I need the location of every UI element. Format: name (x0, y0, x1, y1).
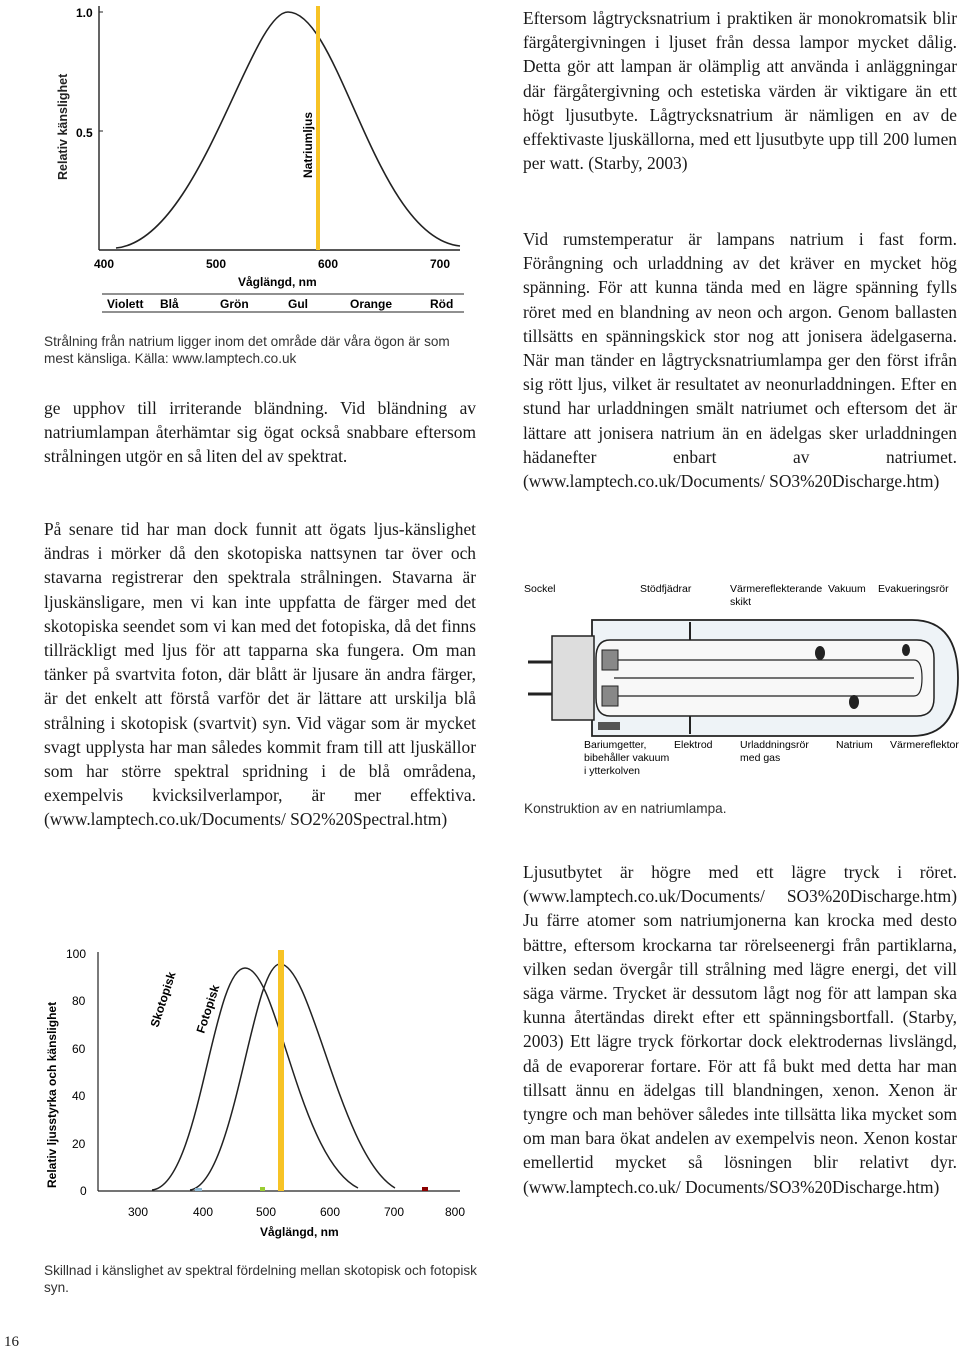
spectral-line (195, 1188, 202, 1191)
color-name: Röd (430, 297, 454, 311)
body-paragraph: Vid rumstemperatur är lampans natrium i fast form. Förångning och urladdning av det kräver en mycket hög spänning. För att kunna tända med en lägre spänning fylls röret med en blandning av neon och argon. Genom ballasten tillsätts en spänningskick stor nog att jonisera ädelgaserna. När man tänder en lågtrycksnatriumlampa ger den först ifrån sig rött ljus, vilket är resultatet av neonurladdningen. Efter en stund har urladdningen smält natriumet och eftersom det är lättare att jonisera natrium än en ädelgas sker urladdningen hädanefter enbart av natriumet.(www.lamptech.co.uk/Documents/ SO3%20Discharge.htm) (523, 229, 957, 492)
electrode (602, 686, 618, 706)
x-tick-label: 600 (318, 257, 339, 271)
y-tick-label: 100 (66, 947, 87, 961)
diagram-label: Vakuum (828, 583, 866, 595)
y-tick-label: 60 (72, 1042, 86, 1056)
color-name: Orange (350, 297, 393, 311)
sodium-drop (849, 695, 859, 709)
page-number: 16 (4, 1334, 19, 1350)
y-tick-label: 0.5 (76, 126, 93, 140)
y-axis-label: Relativ ljusstyrka och känslighet (45, 1001, 59, 1188)
diagram-label: Stödfjädrar (640, 583, 692, 595)
spectral-line (422, 1187, 428, 1191)
sensitivity-chart (40, 0, 470, 318)
spectral-line (260, 1187, 265, 1191)
body-paragraph: Eftersom lågtrycksnatrium i praktiken är monokromatsik blir färgåtergivningen i ljuset från dessa lampor mycket dålig. Detta gör att lampan är olämplig att använda i anläggningar där färgåtergivning och estetiska värden är viktigare än ett högt ljusutbyte. Lågtrycksnatrium är nämligen en av de effektivaste ljuskällorna, med ett ljusutbyte upp till 200 lumen per watt. (Starby, 2003) (523, 8, 957, 174)
diagram-label: Elektrod (674, 739, 713, 751)
y-tick-label: 20 (72, 1137, 86, 1151)
sodium-drop (902, 644, 910, 656)
x-tick-label: 400 (94, 257, 115, 271)
figure-caption-1: Strålning från natrium ligger inom det område där våra ögon är som mest känsliga. Källa: www.lamptech.co.uk (44, 334, 450, 366)
diagram-label-line3: i ytterkolven (584, 765, 641, 777)
diagram-label-line1: Värmereflekterande (730, 583, 823, 595)
y-tick-label: 0 (80, 1184, 87, 1198)
sodium-line-bar (316, 6, 320, 250)
diagram-label-line2: med gas (740, 752, 781, 764)
x-tick-label: 500 (256, 1205, 277, 1219)
x-tick-label: 700 (384, 1205, 405, 1219)
figure-caption-3: Konstruktion av en natriumlampa. (524, 801, 727, 816)
x-axis-label: Våglängd, nm (238, 275, 317, 289)
body-paragraph: Ljusutbytet är högre med ett lägre tryck i röret.(www.lamptech.co.uk/Documents/ SO3%20Discharge.htm) Ju färre atomer som natriumjonerna kan krocka med desto bättre, eftersom krockarna tar rörelseenergi från partiklarna, vilken sedan övergår till strålning med lägre energi, det vill säga värme. Trycket är dessutom lågt nog för att lampan ska kunna återtändas direkt efter ett spänningsbortfall. (Starby, 2003) Ett lägre tryck förkortar dock elektrodernas livslängd, då de evaporerar fortare. För att få bukt med detta har man tillsatt ännu en ädelgas till blandningen, xenon. Xenon är tyngre och man behöver således inte tillsätta lika mycket som om man bara ökat andelen av exempelvis neon. Xenon kostar emellertid mycket så lösningen blir relativt dyr. (www.lamptech.co.uk/ Documents/SO3%20Discharge.htm) (523, 862, 957, 1197)
electrode (602, 650, 618, 670)
color-name: Blå (160, 297, 179, 311)
y-tick-label: 40 (72, 1089, 86, 1103)
figure-caption-2: Skillnad i känslighet av spektral fördelning mellan skotopisk och fotopisk syn. (44, 1263, 477, 1295)
sodium-line-bar (278, 950, 284, 1191)
sodium-line-label: Natriumljus (301, 111, 315, 178)
diagram-label: Värmereflektor (890, 739, 959, 751)
y-axis-label: Relativ känslighet (56, 73, 70, 180)
color-name: Grön (220, 297, 249, 311)
body-paragraph: På senare tid har man dock funnit att ögats ljus-känslighet ändras i mörker då den skotopiska nattsynen tar över och stavarna registrerar den spektrala strålningen. Stavarna är ljuskänsligare, men vi kan inte uppfatta de färger med det skotopiska seendet som vi kan med det fotopiska, då det finns tillräckligt med ljus för att tapparna ska fungera. Om man tänker på svartvita foton, där blått är ljusare än andra färger, är det enkelt att förstå varför det är lättare att urskilja blå strålning i skotopisk (svartvit) syn. Vid vägar som är mycket svagt upplysta har man således kommit fram till att ljuskällor som har större spektral spridning i de blå områdena, exempelvis kvicksilverlampor, är mer effektiva. (www.lamptech.co.uk/Documents/ SO2%20Spectral.htm) (44, 519, 476, 830)
diagram-label-line1: Urladdningsrör (740, 739, 809, 751)
photopic-curve (190, 964, 395, 1190)
diagram-label: Natrium (836, 739, 873, 751)
color-name: Gul (288, 297, 308, 311)
y-tick-label: 1.0 (76, 6, 93, 20)
curve-label: Fotopisk (193, 983, 223, 1035)
spectral-sensitivity-chart (40, 938, 470, 1250)
diagram-label-line2: bibehåller vakuum (584, 752, 670, 764)
lamp-base (552, 636, 594, 720)
x-tick-label: 700 (430, 257, 451, 271)
x-tick-label: 800 (445, 1205, 466, 1219)
diagram-label: Sockel (524, 583, 556, 595)
sodium-drop (815, 646, 825, 660)
diagram-label: Evakueringsrör (878, 583, 949, 595)
curve-label: Skotopisk (147, 970, 179, 1029)
diagram-label-line2: skikt (730, 596, 751, 608)
sensitivity-curve (116, 12, 460, 248)
x-axis-label: Våglängd, nm (260, 1225, 339, 1239)
x-tick-label: 400 (193, 1205, 214, 1219)
x-tick-label: 300 (128, 1205, 149, 1219)
color-name: Violett (107, 297, 144, 311)
lamp-diagram (522, 578, 960, 780)
y-tick-label: 80 (72, 994, 86, 1008)
getter (598, 722, 620, 730)
scotopic-curve (152, 968, 358, 1190)
body-paragraph: ge upphov till irriterande bländning. Vid bländning av natriumlampan återhämtar sig ögat också snabbare eftersom strålningen utgör en så liten del av spektrat. (44, 398, 476, 467)
x-tick-label: 500 (206, 257, 227, 271)
diagram-label-line1: Bariumgetter, (584, 739, 647, 751)
x-tick-label: 600 (320, 1205, 341, 1219)
